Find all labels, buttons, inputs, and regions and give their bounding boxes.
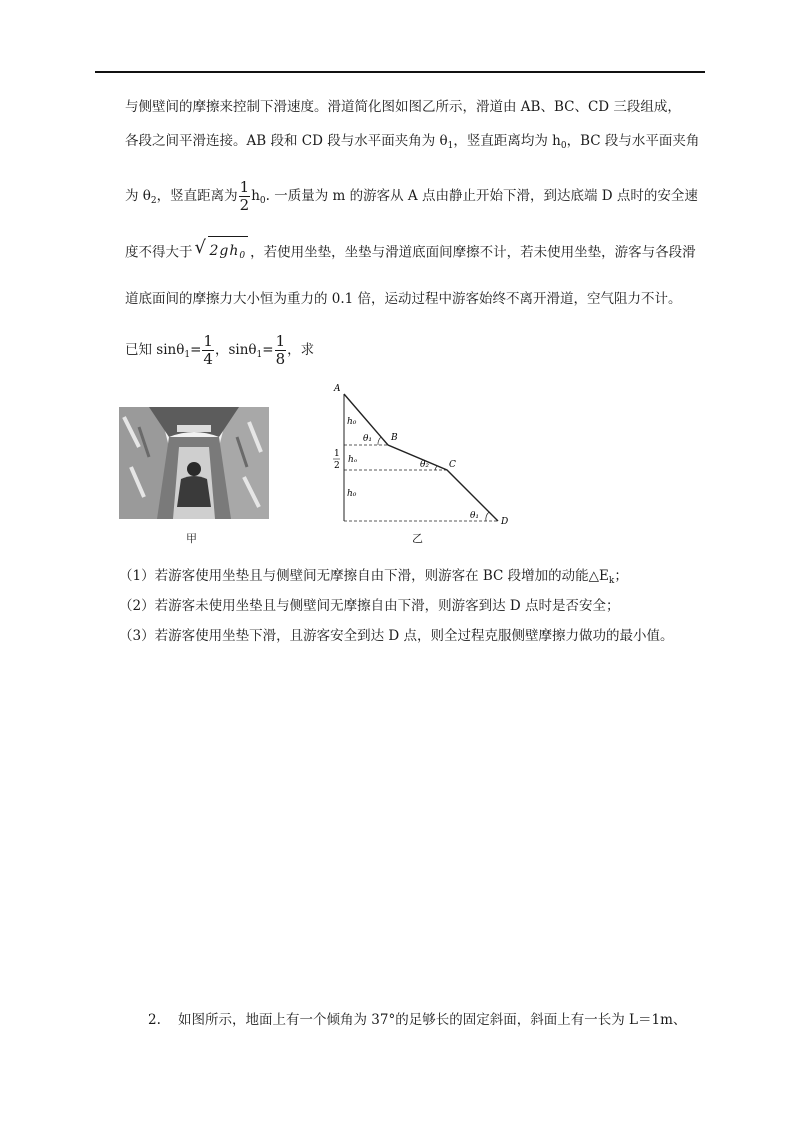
label-B: B [391,433,398,443]
paragraph-line-4: 度不得大于 √ $2gh_0$ ，若使用坐垫，坐垫与滑道底面间摩擦不计，若未使用坐垫，游客与各段滑 [125,236,696,270]
problem-2-number: 2. [148,1012,161,1028]
fraction-half: $\frac{1}{2}$ [239,178,250,214]
paragraph-line-3: 为 $\theta_2$，竖直距离为 $\frac{1}{2}$ $h_0$. 一质量为 m 的游客从 A 点由静止开始下滑，到达底端 D 点时的安全速 [125,178,698,214]
label-theta2: θ₂ [420,460,430,470]
label-theta1-top: θ₁ [363,434,373,444]
label-A: A [334,384,341,394]
slide-diagram [330,378,540,550]
waterslide-photo [119,407,269,519]
paragraph-line-1: 与侧壁间的摩擦来控制下滑速度。滑道简化图如图乙所示，滑道由 AB、BC、CD 三段组成， [125,99,681,115]
label-two: 2 [334,461,340,471]
header-rule [95,71,705,73]
question-1: （1）若游客使用坐垫且与侧壁间无摩擦自由下滑，则游客在 BC 段增加的动能$\triangle E_k$； [119,568,628,586]
sqrt-expression: √ $2gh_0$ [195,236,249,270]
label-one: 1 [334,449,340,459]
fraction-eighth: $\frac{1}{8}$ [275,332,286,368]
diagram-caption: 乙 [412,532,423,545]
problem-2-text: 如图所示，地面上有一个倾角为 37°的足够长的固定斜面，斜面上有一长为 L＝1m、 [178,1012,687,1028]
problem-2 [148,1008,686,1028]
label-h-mid: hₒ [348,455,358,465]
label-theta1-bottom: θ₁ [470,511,480,521]
fraction-quarter: $\frac{1}{4}$ [203,332,213,368]
question-2: （2）若游客未使用坐垫且与侧壁间无摩擦自由下滑，则游客到达 D 点时是否安全； [119,598,620,614]
photo-caption: 甲 [186,532,197,545]
paragraph-line-2: 各段之间平滑连接。AB 段和 CD 段与水平面夹角为 $\theta_1$，竖直距离均为 $h_0$，BC 段与水平面夹角 [125,133,700,151]
question-3: （3）若游客使用坐垫下滑，且游客安全到达 D 点，则全过程克服侧壁摩擦力做功的最小值。 [119,628,674,644]
label-D: D [501,517,509,527]
paragraph-line-5: 道底面间的摩擦力大小恒为重力的 0.1 倍，运动过程中游客始终不离开滑道，空气阻力不计。 [125,291,682,307]
label-h0-bottom: h₀ [347,489,357,499]
label-h0-top: h₀ [347,417,357,427]
paragraph-line-6: 已知 sinθ$_1$= $\frac{1}{4}$ ，sinθ$_1$= $\frac{1}{8}$ ，求 [125,332,315,368]
label-C: C [449,460,456,470]
